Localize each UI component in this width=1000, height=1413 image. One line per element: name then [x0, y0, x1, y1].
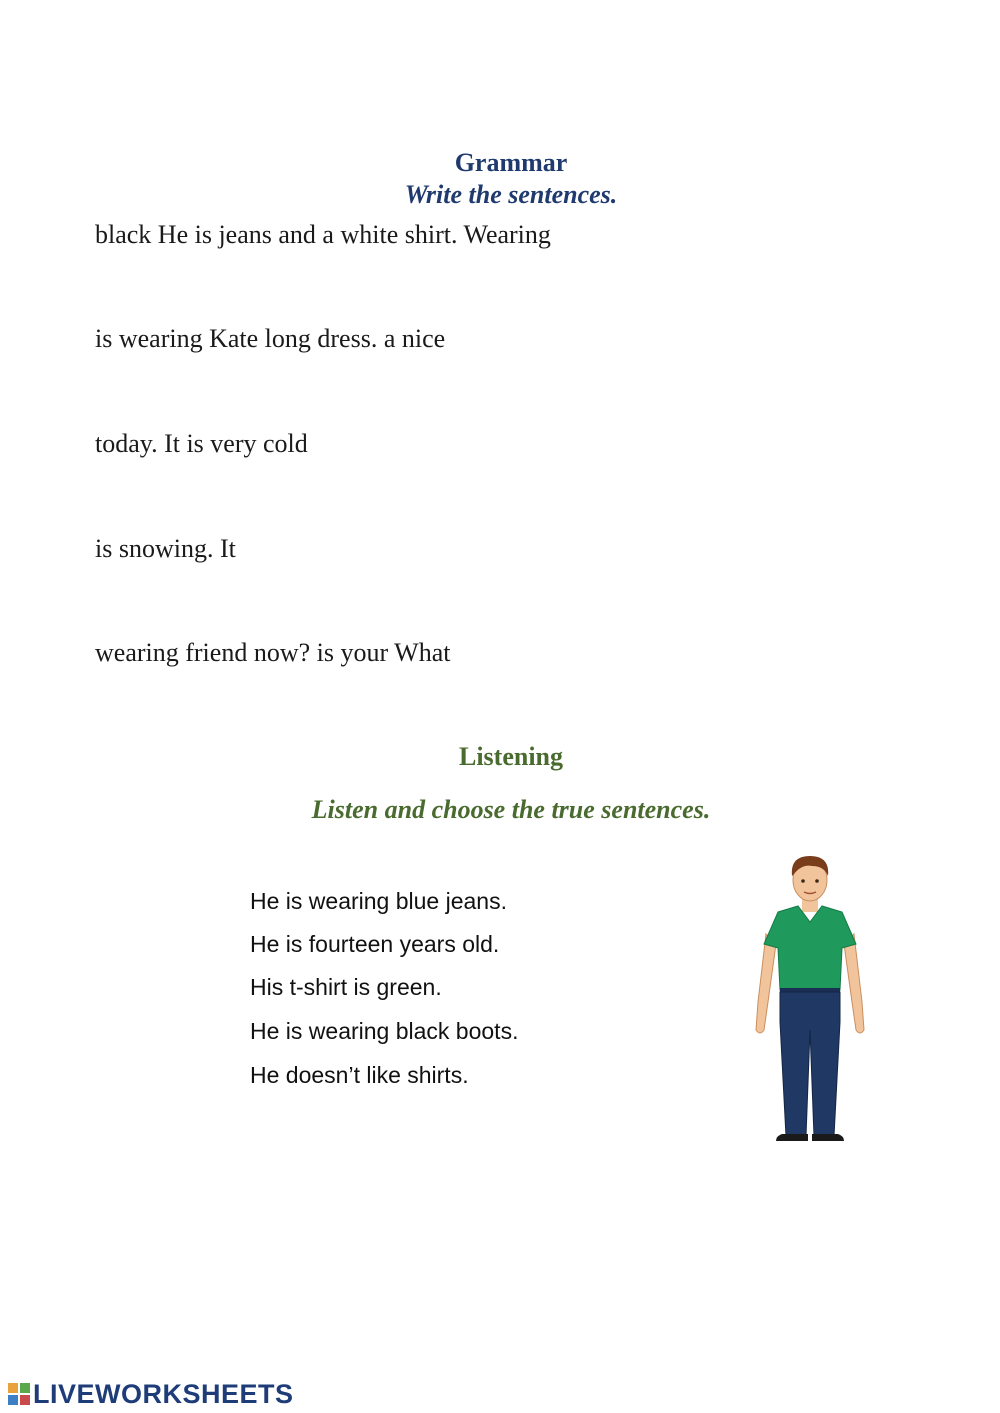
listening-heading: Listening — [458, 742, 564, 771]
left-eye — [801, 879, 805, 883]
grammar-heading: Grammar — [454, 148, 568, 177]
scrambled-sentence-5: wearing friend now? is your What — [95, 638, 451, 667]
left-arm — [756, 934, 776, 1033]
scrambled-sentence-3: today. It is very cold — [95, 429, 308, 458]
listening-option-4[interactable]: He is wearing black boots. — [250, 1018, 519, 1044]
listening-option-3[interactable]: His t-shirt is green. — [250, 974, 442, 1000]
listening-option-2[interactable]: He is fourteen years old. — [250, 931, 500, 957]
grammar-instruction: Write the sentences. — [404, 180, 618, 209]
left-shoe — [776, 1134, 808, 1141]
listening-option-1[interactable]: He is wearing blue jeans. — [250, 888, 507, 914]
scrambled-sentence-4: is snowing. It — [95, 534, 236, 563]
liveworksheets-logo-icon — [8, 1383, 30, 1405]
liveworksheets-brand: LIVEWORKSHEETS — [33, 1378, 294, 1409]
scrambled-sentence-1: black He is jeans and a white shirt. Wearing — [95, 220, 551, 249]
green-tshirt — [764, 906, 856, 990]
right-eye — [815, 879, 819, 883]
blue-jeans — [780, 992, 840, 1136]
right-shoe — [812, 1134, 844, 1141]
scrambled-sentence-2: is wearing Kate long dress. a nice — [95, 324, 446, 353]
liveworksheets-logo — [8, 1380, 294, 1408]
right-arm — [844, 934, 864, 1033]
listening-option-5[interactable]: He doesn’t like shirts. — [250, 1062, 469, 1088]
listening-instruction: Listen and choose the true sentences. — [311, 795, 711, 824]
boy-figure-icon — [748, 852, 872, 1144]
